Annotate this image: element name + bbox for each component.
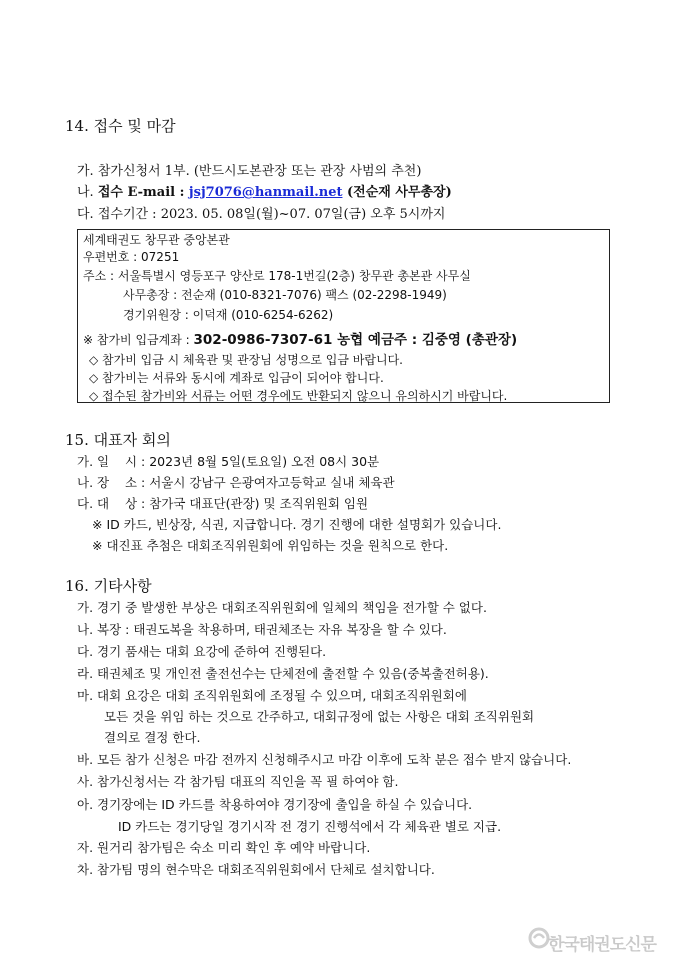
section-16-item: 라. 태권체조 및 개인전 출전선수는 단체전에 출전할 수 있음(중복출전허용).	[77, 666, 489, 681]
watermark: 한국태권도신문	[548, 935, 656, 955]
newspaper-logo-icon	[528, 927, 550, 949]
section-15-item: 다. 대 상 : 참가국 대표단(관장) 및 조직위원회 임원	[77, 496, 369, 511]
section-16-item-continued: 모든 것을 위임 하는 것으로 간주하고, 대회규정에 없는 사항은 대회 조직위원회	[104, 709, 535, 724]
section-16-item: 자. 원거리 참가팀은 숙소 미리 확인 후 예약 바랍니다.	[77, 840, 371, 855]
section-16-item: 바. 모든 참가 신청은 마감 전까지 신청해주시고 마감 이후에 도착 분은 접수 받지 않습니다.	[77, 752, 572, 767]
email-label: 접수 E-mail :	[97, 185, 189, 200]
section-16-item-continued: ID 카드는 경기당일 경기시작 전 경기 진행석에서 각 체육관 별로 지급.	[118, 819, 502, 834]
section-14-email-line	[77, 181, 452, 200]
section-15-note: ※ ID 카드, 빈상장, 식권, 지급합니다. 경기 진행에 대한 설명회가 있습니다.	[92, 517, 502, 532]
email-contact: (전순재 사무총장)	[342, 185, 452, 200]
section-16-item: 차. 참가팀 명의 현수막은 대회조직위원회에서 단체로 설치합니다.	[77, 862, 435, 877]
box-postal: 우편번호 : 07251	[83, 250, 180, 264]
box-org: 세계태권도 창무관 중앙본관	[83, 233, 230, 247]
section-15-item: 가. 일 시 : 2023년 8월 5일(토요일) 오전 08시 30분	[77, 454, 380, 469]
section-15-item: 나. 장 소 : 서울시 강남구 은광여자고등학교 실내 체육관	[77, 475, 395, 490]
box-secretary: 사무총장 : 전순재 (010-8321-7076) 팩스 (02-2298-1949)	[123, 288, 447, 302]
section-16-item: 아. 경기장에는 ID 카드를 착용하여야 경기장에 출입을 하실 수 있습니다.	[77, 797, 473, 812]
box-note: ◇ 참가비 입금 시 체육관 및 관장님 성명으로 입금 바랍니다.	[89, 353, 403, 367]
box-note: ◇ 참가비는 서류와 동시에 계좌로 입금이 되어야 합니다.	[89, 371, 384, 385]
box-account	[83, 328, 517, 348]
box-note: ◇ 접수된 참가비와 서류는 어떤 경우에도 반환되지 않으니 유의하시기 바랍니다.	[89, 389, 508, 403]
section-15-note: ※ 대진표 추첨은 대회조직위원회에 위임하는 것을 원칙으로 한다.	[92, 538, 449, 553]
section-16-heading: 16. 기타사항	[65, 577, 152, 595]
email-link[interactable]: jsj7076@hanmail.net	[188, 185, 343, 200]
section-16-item: 나. 복장 : 태권도복을 착용하며, 태권체조는 자유 복장을 할 수 있다.	[77, 622, 447, 637]
section-14-heading: 14. 접수 및 마감	[65, 117, 176, 135]
box-address: 주소 : 서울특별시 영등포구 양산로 178-1번길(2층) 창무관 총본관 사무실	[83, 269, 471, 283]
section-16-item: 가. 경기 중 발생한 부상은 대회조직위원회에 일체의 책임을 전가할 수 없다.	[77, 600, 487, 615]
section-14-item: 다. 접수기간 : 2023. 05. 08일(월)~07. 07일(금) 오후 5시까지	[77, 207, 446, 222]
section-16-item: 사. 참가신청서는 각 참가팀 대표의 직인을 꼭 필 하여야 함.	[77, 774, 399, 789]
account-value: 302-0986-7307-61 농협 예금주 : 김중영 (총관장)	[193, 332, 518, 348]
box-chair: 경기위원장 : 이덕재 (010-6254-6262)	[123, 308, 334, 322]
section-16-item: 다. 경기 품새는 대회 요강에 준하여 진행된다.	[77, 644, 327, 659]
section-15-heading: 15. 대표자 회의	[65, 431, 171, 449]
account-label: ※ 참가비 입금계좌 :	[83, 333, 194, 347]
email-prefix: 나.	[77, 185, 98, 200]
section-16-item-continued: 결의로 결정 한다.	[104, 730, 201, 745]
section-14-item: 가. 참가신청서 1부. (반드시도본관장 또는 관장 사범의 추천)	[77, 164, 422, 179]
section-16-item: 마. 대회 요강은 대회 조직위원회에 조정될 수 있으며, 대회조직위원회에	[77, 688, 467, 703]
